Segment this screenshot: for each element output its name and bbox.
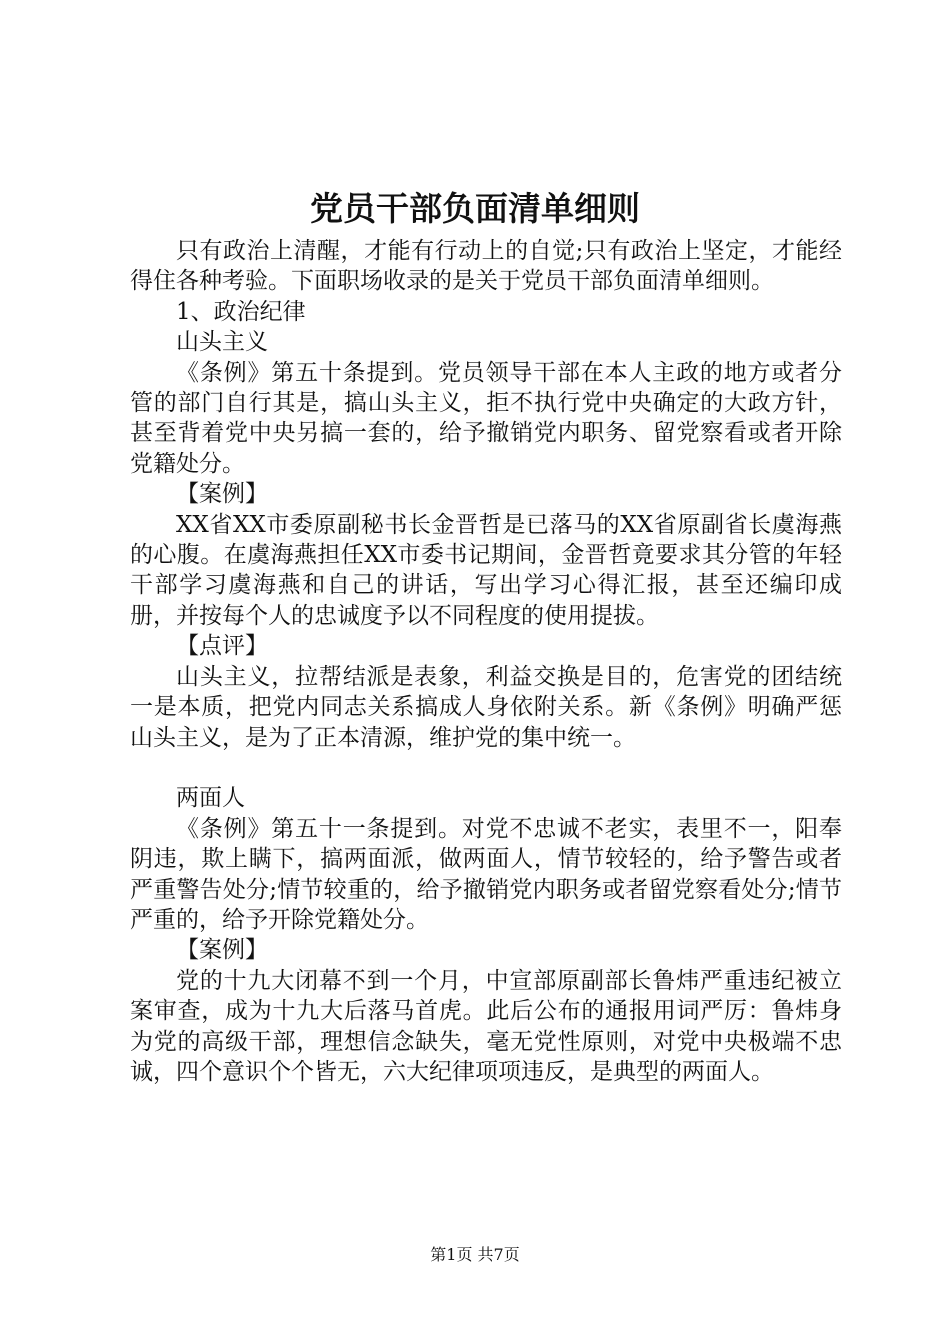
- blank-line: [130, 753, 842, 783]
- subsection-heading: 两面人: [176, 785, 245, 812]
- regulation-paragraph: 《条例》第五十一条提到。对党不忠诚不老实，表里不一，阳奉阴违，欺上瞒下，搞两面派，做两面人，情节较轻的，给予警告或者严重警告处分;情节较重的，给予撤销党内职务或者留党察看处分;情节严重的，给予开除党籍处分。: [130, 815, 842, 933]
- case-paragraph: XX省XX市委原副秘书长金晋哲是已落马的XX省原副省长虞海燕的心腹。在虞海燕担任XX市委书记期间，金晋哲竟要求其分管的年轻干部学习虞海燕和自己的讲话，写出学习心得汇报，甚至还编印成册，并按每个人的忠诚度予以不同程度的使用提拔。: [130, 511, 842, 629]
- intro-paragraph: 只有政治上清醒，才能有行动上的自觉;只有政治上坚定，才能经得住各种考验。下面职场收录的是关于党员干部负面清单细则。: [130, 238, 842, 295]
- subsection-heading: 山头主义: [176, 329, 268, 356]
- comment-label: 【点评】: [176, 633, 268, 660]
- case-label: 【案例】: [176, 481, 268, 508]
- document-title: 党员干部负面清单细则: [310, 189, 640, 228]
- page-footer: 第1页 共7页: [430, 1245, 520, 1264]
- case-label: 【案例】: [176, 937, 268, 964]
- section-heading: 1、政治纪律: [176, 298, 306, 325]
- regulation-paragraph: 《条例》第五十条提到。党员领导干部在本人主政的地方或者分管的部门自行其是，搞山头主义，拒不执行党中央确定的大政方针，甚至背着党中央另搞一套的，给予撤销党内职务、留党察看或者开除党籍处分。: [130, 359, 842, 477]
- document-body: [130, 236, 842, 1087]
- comment-paragraph: 山头主义，拉帮结派是表象，利益交换是目的，危害党的团结统一是本质，把党内同志关系搞成人身依附关系。新《条例》明确严惩山头主义，是为了正本清源，维护党的集中统一。: [130, 663, 842, 751]
- case-paragraph: 党的十九大闭幕不到一个月，中宣部原副部长鲁炜严重违纪被立案审查，成为十九大后落马首虎。此后公布的通报用词严厉：鲁炜身为党的高级干部，理想信念缺失，毫无党性原则，对党中央极端不忠诚，四个意识个个皆无，六大纪律项项违反，是典型的两面人。: [130, 967, 842, 1085]
